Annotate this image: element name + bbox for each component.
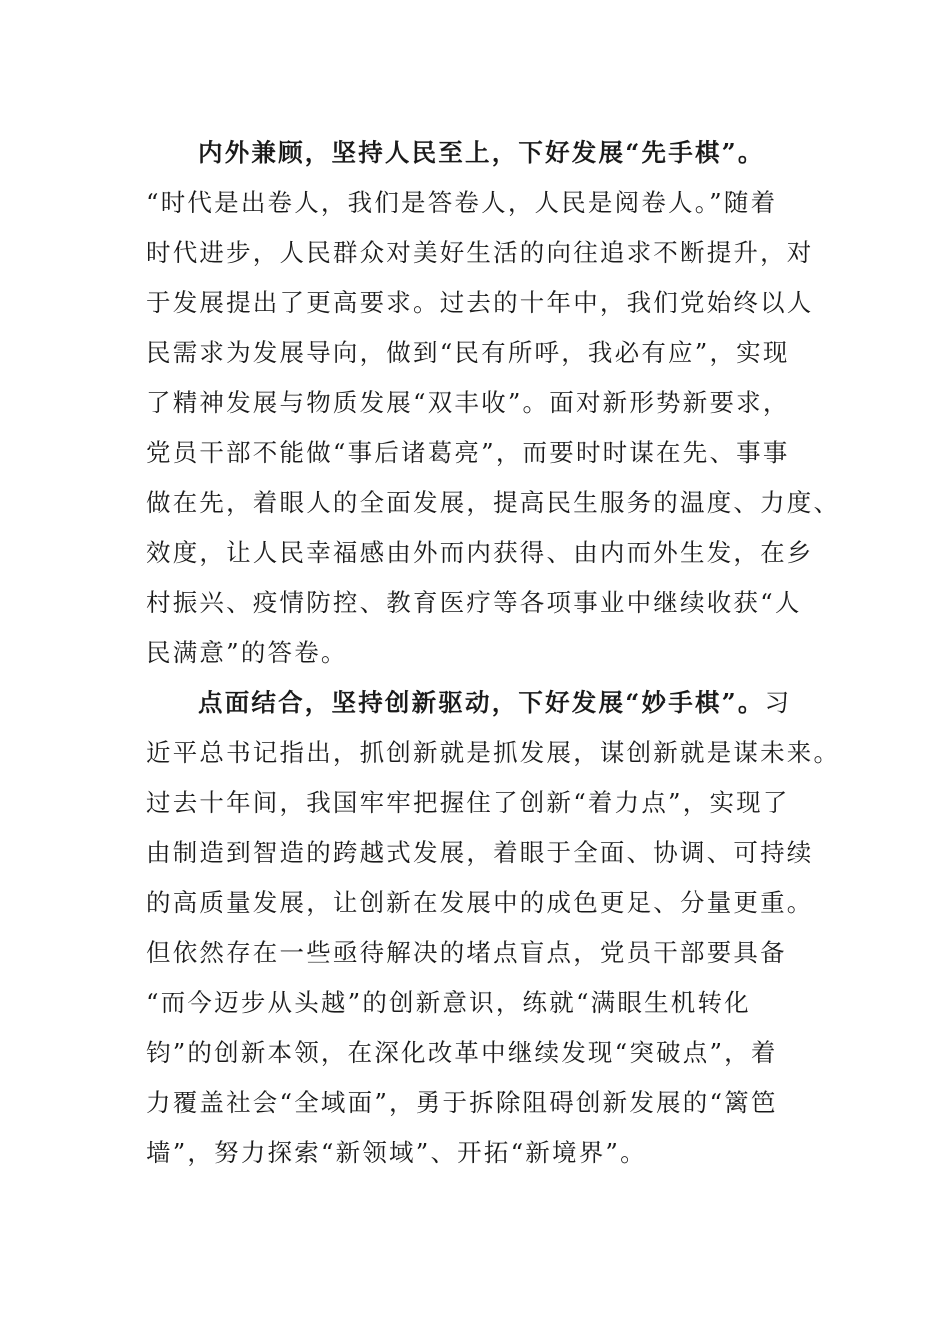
paragraph-line: 过去十年间，我国牢牢把握住了创新“着力点”，实现了 [146, 788, 790, 817]
paragraph-line: 效度，让人民幸福感由外而内获得、由内而外生发，在乡 [146, 538, 814, 567]
paragraph-line: 墙”，努力探索“新领域”、开拓“新境界”。 [146, 1138, 647, 1167]
paragraph-line: 做在先，着眼人的全面发展，提高民生服务的温度、力度、 [146, 488, 841, 517]
paragraph-heading: 点面结合，坚持创新驱动，下好发展“妙手棋”。 [198, 688, 765, 717]
paragraph-line: 时代进步，人民群众对美好生活的向往追求不断提升，对 [146, 238, 814, 267]
document-body [146, 128, 841, 1178]
paragraph-line: 的高质量发展，让创新在发展中的成色更足、分量更重。 [146, 888, 814, 917]
paragraph-line: 民需求为发展导向，做到“民有所呼，我必有应”，实现 [146, 338, 790, 367]
paragraph-line: 于发展提出了更高要求。过去的十年中，我们党始终以人 [146, 288, 814, 317]
paragraph-line: 钧”的创新本领，在深化改革中继续发现“突破点”，着 [146, 1038, 778, 1067]
paragraph-heading: 内外兼顾，坚持人民至上，下好发展“先手棋”。 [198, 138, 765, 167]
paragraph-2 [146, 678, 841, 1178]
paragraph-line: 党员干部不能做“事后诸葛亮”，而要时时谋在先、事事 [146, 438, 790, 467]
paragraph-1 [146, 128, 841, 678]
paragraph-line [146, 128, 806, 178]
paragraph-line: “时代是出卷人，我们是答卷人，人民是阅卷人。”随着 [146, 188, 778, 217]
paragraph-line: 了精神发展与物质发展“双丰收”。面对新形势新要求， [146, 388, 790, 417]
paragraph-line: 由制造到智造的跨越式发展，着眼于全面、协调、可持续 [146, 838, 814, 867]
paragraph-line: “而今迈步从头越”的创新意识，练就“满眼生机转化 [146, 988, 751, 1017]
paragraph-line: 但依然存在一些亟待解决的堵点盲点，党员干部要具备 [146, 938, 787, 967]
paragraph-line: 近平总书记指出，抓创新就是抓发展，谋创新就是谋未来。 [146, 738, 841, 767]
paragraph-line [146, 678, 806, 728]
line-text: 习 [764, 688, 792, 717]
paragraph-line: 村振兴、疫情防控、教育医疗等各项事业中继续收获“人 [146, 588, 802, 617]
paragraph-line: 民满意”的答卷。 [146, 638, 348, 667]
paragraph-line: 力覆盖社会“全域面”，勇于拆除阻碍创新发展的“篱笆 [146, 1088, 778, 1117]
